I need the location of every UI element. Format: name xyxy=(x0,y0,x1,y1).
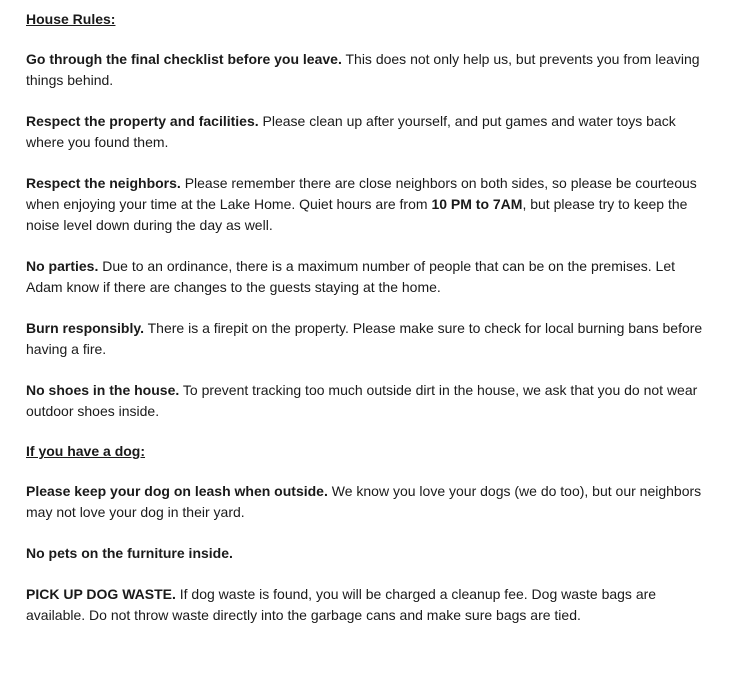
dog-heading: If you have a dog: xyxy=(26,443,146,459)
rule-text: Please remember there are close neighbors on both sides, so please be courteous when enjoying your time at the Lake Home. Quiet hours are from xyxy=(26,175,697,212)
rule-lead: No pets on the furniture inside. xyxy=(26,545,233,561)
rule-lead: Respect the neighbors. xyxy=(26,175,181,191)
rule-lead: PICK UP DOG WASTE. xyxy=(26,586,176,602)
rule-lead: Go through the final checklist before you leave. xyxy=(26,51,342,67)
rule-checklist xyxy=(26,49,703,91)
rule-no-parties xyxy=(26,256,703,298)
dog-rule-leash xyxy=(26,481,703,523)
rule-text: To prevent tracking too much outside dirt in the house, we ask that you do not wear outdoor shoes inside. xyxy=(26,382,698,419)
rule-text: Due to an ordinance, there is a maximum number of people that can be on the premises. Let Adam know if there are changes to the guests staying at the home. xyxy=(26,258,676,295)
rule-lead: No shoes in the house. xyxy=(26,382,180,398)
rule-respect-neighbors xyxy=(26,173,703,236)
rule-text: We know you love your dogs (we do too), but our neighbors may not love your dog in their yard. xyxy=(26,483,702,520)
rule-text: Please clean up after yourself, and put games and water toys back where you found them. xyxy=(26,113,676,150)
rule-text: , but please try to keep the noise level down during the day as well. xyxy=(26,196,688,233)
dog-rule-furniture xyxy=(26,543,703,564)
rule-text: There is a firepit on the property. Please make sure to check for local burning bans before having a fire. xyxy=(26,320,703,357)
rule-lead: No parties. xyxy=(26,258,99,274)
quiet-hours: 10 PM to 7AM xyxy=(431,196,523,212)
rule-no-shoes xyxy=(26,380,703,422)
rule-lead: Burn responsibly. xyxy=(26,320,144,336)
rule-text: If dog waste is found, you will be charged a cleanup fee. Dog waste bags are available. Do not throw waste directly into the garbage cans and make sure bags are tied. xyxy=(26,586,657,623)
rule-respect-property xyxy=(26,111,703,153)
house-rules-heading: House Rules: xyxy=(26,11,116,27)
rule-text: This does not only help us, but prevents you from leaving things behind. xyxy=(26,51,700,88)
rule-burn-responsibly xyxy=(26,318,703,360)
rule-lead: Respect the property and facilities. xyxy=(26,113,259,129)
dog-rule-waste xyxy=(26,584,703,626)
rule-lead: Please keep your dog on leash when outside. xyxy=(26,483,328,499)
